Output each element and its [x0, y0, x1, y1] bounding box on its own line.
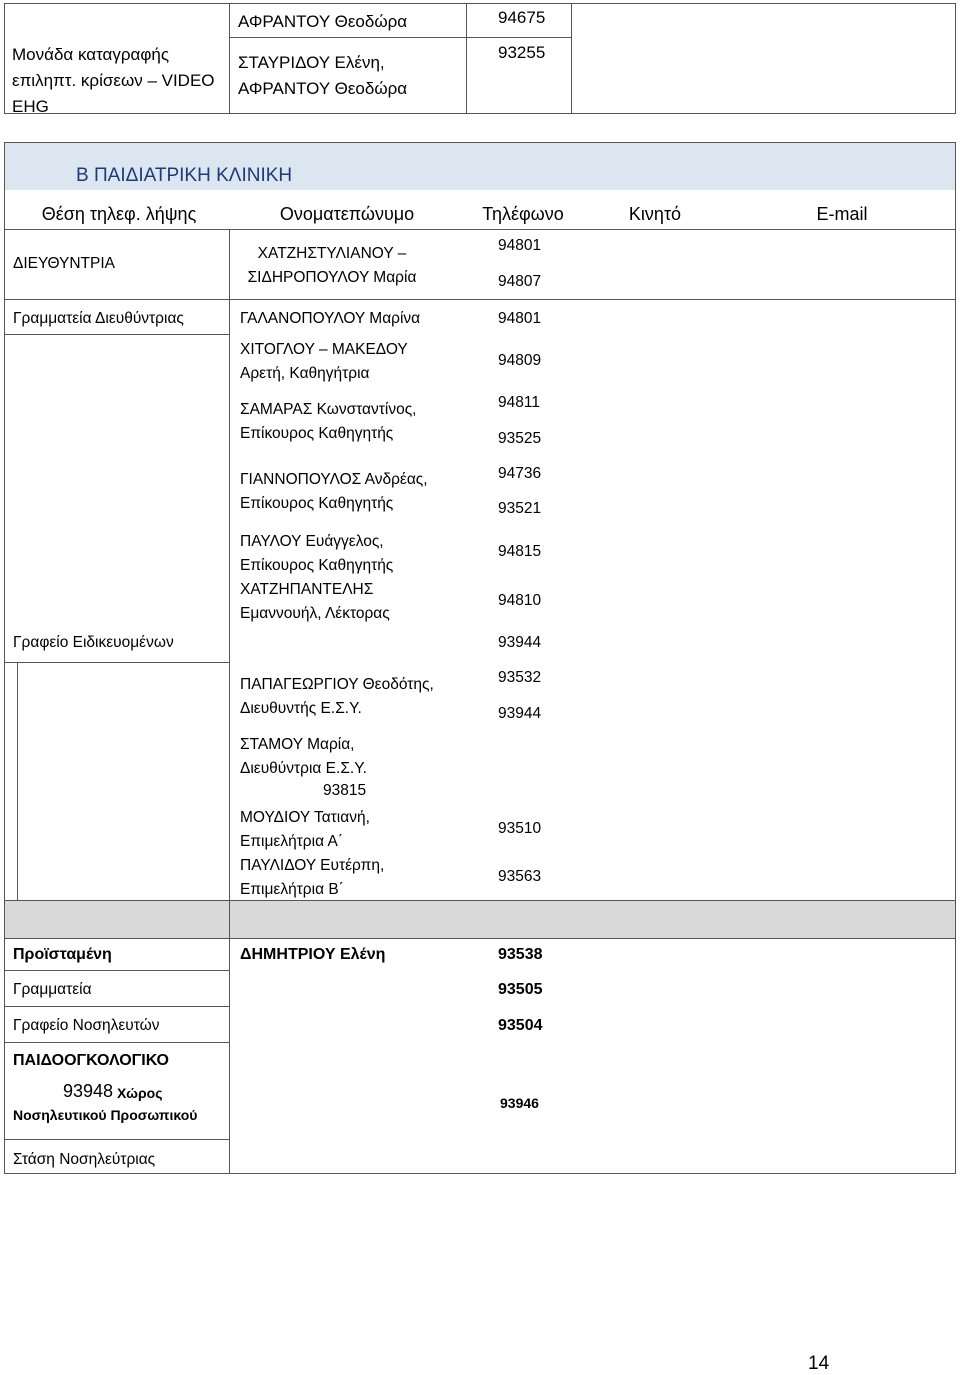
top-vline-2	[466, 3, 467, 114]
head-nurse-phone: 93538	[498, 946, 543, 963]
pavlidou-phone: 93563	[498, 868, 542, 885]
moudiou-phone: 93510	[498, 820, 542, 837]
top-hline-1	[229, 37, 571, 38]
top-vline-1	[229, 3, 230, 114]
samaras-phone-1: 94811	[498, 394, 540, 411]
hline-after-colhead	[4, 229, 956, 230]
nurses-office-position: Γραφείο Νοσηλευτών	[13, 1017, 160, 1034]
secretariat-phone: 94801	[498, 310, 542, 327]
chatzipantelis-phone: 94810	[498, 592, 542, 609]
nursing-secretariat-phone: 93505	[498, 981, 543, 998]
pavlou-phone: 94815	[498, 543, 542, 560]
col-header-phone: Τηλέφωνο	[482, 204, 564, 224]
head-nurse-position: Προϊσταμένη	[13, 946, 112, 963]
vline-position-col	[229, 229, 230, 1173]
nursing-secretariat-position: Γραμματεία	[13, 981, 92, 998]
director-position: ΔΙΕΥΘΥΝΤΡΙΑ	[13, 255, 116, 272]
col-header-name: Ονοματεπώνυμο	[279, 204, 415, 224]
video-eeg-unit-label: Μονάδα καταγραφής επιληπτ. κρίσεων – VIDEO EHG	[12, 45, 215, 116]
papageorgiou-name: ΠΑΠΑΓΕΩΡΓΙΟΥ Θεοδότης, Διευθυντής Ε.Σ.Υ.	[240, 676, 434, 717]
secretariat-position: Γραμματεία Διευθύντριας	[13, 310, 184, 327]
moudiou-name: ΜΟΥΔΙΟΥ Τατιανή, Επιμελήτρια Α΄	[240, 809, 370, 850]
top-person-2: ΣΤΑΥΡΙΔΟΥ Ελένη, ΑΦΡΑΝΤΟΥ Θεοδώρα	[238, 53, 408, 98]
giannopoulos-name: ΓΙΑΝΝΟΠΟΥΛΟΣ Ανδρέας, Επίκουρος Καθηγητής	[240, 471, 428, 512]
hline-after-specialists-left	[4, 662, 229, 663]
director-phone-1: 94801	[498, 237, 542, 254]
vline-stub-left	[17, 662, 18, 900]
hline-after-secretariat	[4, 334, 229, 335]
staff-space-phone: 93948	[63, 1081, 114, 1101]
chatzipantelis-name: ΧΑΤΖΗΠΑΝΤΕΛΗΣ Εμαννουήλ, Λέκτορας	[240, 581, 390, 622]
chitoglou-phone: 94809	[498, 352, 542, 369]
pavlidou-name: ΠΑΥΛΙΔΟΥ Ευτέρπη, Επιμελήτρια Β΄	[240, 857, 385, 898]
giannopoulos-phone-1: 94736	[498, 465, 542, 482]
samaras-name: ΣΑΜΑΡΑΣ Κωνσταντίνος, Επίκουρος Καθηγητής	[240, 401, 417, 442]
hline-after-office	[4, 1042, 229, 1043]
top-phone-1: 94675	[498, 8, 546, 27]
papageorgiou-phone-2: 93944	[498, 705, 542, 722]
specialists-position: Γραφείο Ειδικευομένων	[13, 634, 174, 651]
top-vline-3	[571, 3, 572, 114]
nurses-office-phone: 93504	[498, 1017, 543, 1034]
hline-before-station	[4, 1139, 229, 1140]
oncology-position: ΠΑΙΔΟΟΓΚΟΛΟΓΙΚΟ	[13, 1052, 169, 1069]
nurse-station-position: Στάση Νοσηλεύτριας	[13, 1151, 156, 1168]
staff-space-label-2: Νοσηλευτικού Προσωπικού	[13, 1107, 198, 1123]
papageorgiou-phone-1: 93532	[498, 669, 542, 686]
col-header-email: E-mail	[816, 204, 868, 224]
col-header-position: Θέση τηλεφ. λήψης	[41, 204, 197, 224]
staff-space-phone-right: 93946	[500, 1095, 539, 1111]
staff-space-label-1: Χώρος	[117, 1085, 163, 1101]
chitoglou-name: ΧΙΤΟΓΛΟΥ – ΜΑΚΕΔΟΥ Αρετή, Καθηγήτρια	[240, 341, 408, 382]
col-header-mobile: Κινητό	[628, 204, 682, 224]
head-nurse-name: ΔΗΜΗΤΡΙΟΥ Ελένη	[240, 946, 386, 963]
hline-band-end	[4, 938, 956, 939]
pavlou-name: ΠΑΥΛΟΥ Ευάγγελος, Επίκουρος Καθηγητής	[240, 533, 394, 574]
samaras-phone-2: 93525	[498, 430, 542, 447]
secretariat-person: ΓΑΛΑΝΟΠΟΥΛΟΥ Μαρίνα	[240, 310, 421, 327]
top-phone-2: 93255	[498, 43, 546, 62]
page-number: 14	[808, 1353, 830, 1374]
top-person-1: ΑΦΡΑΝΤΟΥ Θεοδώρα	[238, 12, 408, 31]
clinic-title: Β ΠΑΙΔΙΑΤΡΙΚΗ ΚΛΙΝΙΚΗ	[76, 165, 293, 186]
director-name: ΧΑΤΖΗΣΤΥΛΙΑΝΟΥ – ΣΙΔΗΡΟΠΟΥΛΟΥ Μαρία	[247, 245, 417, 286]
giannopoulos-phone-2: 93521	[498, 500, 542, 517]
stamou-phone: 93815	[323, 782, 367, 799]
hline-after-head-nurse	[4, 970, 229, 971]
hline-staff-section-end	[4, 900, 956, 901]
hline-after-director	[4, 299, 956, 300]
director-phone-2: 94807	[498, 273, 542, 290]
specialists-phone: 93944	[498, 634, 542, 651]
hline-after-secr	[4, 1006, 229, 1007]
stamou-name: ΣΤΑΜΟΥ Μαρία, Διευθύντρια Ε.Σ.Υ.	[240, 736, 367, 777]
